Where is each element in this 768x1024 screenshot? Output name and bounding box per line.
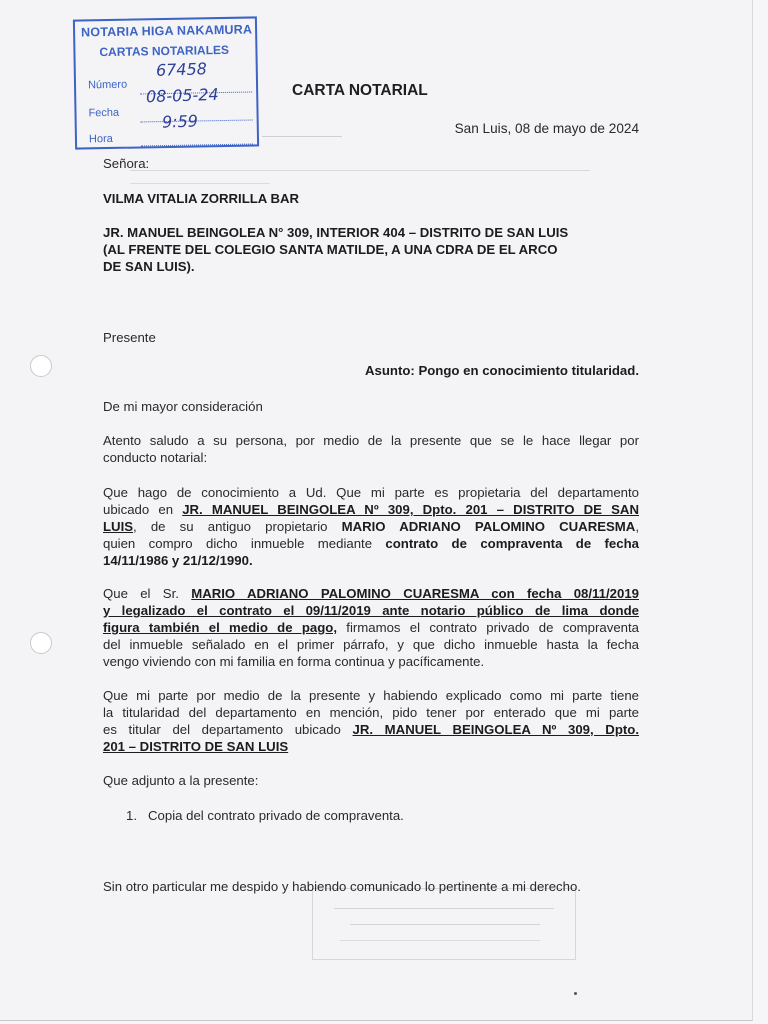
stamp-subtitle: CARTAS NOTARIALES	[99, 42, 230, 60]
stamp-hora-label: Hora	[88, 132, 113, 146]
p2-text: Que el Sr.	[103, 586, 192, 601]
p3-text: es titular del departamento ubicado	[103, 722, 353, 737]
document-title: CARTA NOTARIAL	[292, 82, 428, 99]
p2-line: vengo viviendo con mi familia en forma continua y pacíficamente.	[103, 654, 485, 669]
recipient-name: VILMA VITALIA ZORRILLA BAR	[103, 191, 300, 206]
p1-address: LUIS	[103, 519, 134, 534]
p2-highlight: y legalizado el contrato el 09/11/2019 ante notario público de lima donde	[103, 603, 639, 618]
p1-text: quien compro dicho inmueble mediante	[103, 536, 386, 551]
stamp-fecha-value: 08-05-24	[145, 84, 219, 107]
intro-line: Atento saludo a su persona, por medio de la presente que se le hace llegar por	[103, 433, 639, 448]
p1-address: JR. MANUEL BEINGOLEA Nº 309, Dpto. 201 – DISTRITO DE SAN	[182, 502, 639, 517]
punch-hole-top	[30, 355, 52, 377]
recipient-address-line: DE SAN LUIS).	[103, 259, 195, 274]
stamp-numero-value: 67458	[155, 59, 208, 80]
p3-line: la titularidad del departamento en mención, pido tener por enterado que mi parte	[103, 705, 639, 720]
p3-line	[103, 721, 639, 738]
p2-line: del inmueble señalado en el primer párrafo, y que dicho inmueble hasta la fecha	[103, 637, 639, 652]
stamp-hora-value: 9:59	[161, 111, 199, 132]
p1-text: , de su antiguo propietario	[133, 519, 342, 534]
place-date: San Luis, 08 de mayo de 2024	[454, 121, 639, 136]
speck	[574, 992, 577, 995]
stamp-hora-line	[141, 142, 253, 146]
presente: Presente	[103, 330, 156, 345]
p1-contract: contrato de compraventa de fecha	[385, 536, 639, 551]
intro-line: conducto notarial:	[103, 450, 208, 465]
attachment-number: 1.	[126, 808, 137, 823]
stamp-notary-name: NOTARIA HIGA NAKAMURA	[80, 22, 253, 40]
p2-highlight: MARIO ADRIANO PALOMINO CUARESMA con fecha 08/11/2019	[191, 586, 639, 601]
recipient-address-line: (AL FRENTE DEL COLEGIO SANTA MATILDE, A UNA CDRA DE EL ARCO	[103, 242, 558, 257]
punch-hole-bottom	[30, 632, 52, 654]
p3-address: JR. MANUEL BEINGOLEA Nº 309, Dpto.	[352, 722, 639, 737]
p1-line	[103, 518, 639, 535]
stamp-fecha-label: Fecha	[88, 106, 120, 120]
p3-line: Que mi parte por medio de la presente y habiendo explicado como mi parte tiene	[103, 688, 639, 703]
salutation: Señora:	[103, 156, 150, 171]
p2-line	[103, 585, 639, 602]
p1-former-owner: MARIO ADRIANO PALOMINO CUARESMA	[341, 519, 636, 534]
p1-line	[103, 501, 639, 518]
attach-intro: Que adjunto a la presente:	[103, 773, 259, 788]
stamp-numero-label: Número	[87, 78, 128, 92]
asunto: Asunto: Pongo en conocimiento titularidad.	[364, 363, 639, 378]
closing: Sin otro particular me despido y habiendo comunicado lo pertinente a mi derecho.	[103, 879, 581, 894]
greeting: De mi mayor consideración	[103, 399, 263, 414]
recipient-address-line: JR. MANUEL BEINGOLEA N° 309, INTERIOR 404 – DISTRITO DE SAN LUIS	[103, 225, 569, 240]
p2-highlight: figura también el medio de pago,	[103, 620, 337, 635]
p2-text: firmamos el contrato privado de compraventa	[337, 620, 639, 635]
p1-text: ,	[635, 519, 639, 534]
p1-line	[103, 535, 639, 552]
p1-line: Que hago de conocimiento a Ud. Que mi parte es propietaria del departamento	[103, 485, 639, 500]
p3-address: 201 – DISTRITO DE SAN LUIS	[103, 739, 289, 754]
attachment-item: Copia del contrato privado de compraventa.	[148, 808, 404, 823]
p1-dates: 14/11/1986 y 21/12/1990.	[103, 553, 253, 568]
p1-text: ubicado en	[103, 502, 183, 517]
p2-line	[103, 619, 639, 636]
